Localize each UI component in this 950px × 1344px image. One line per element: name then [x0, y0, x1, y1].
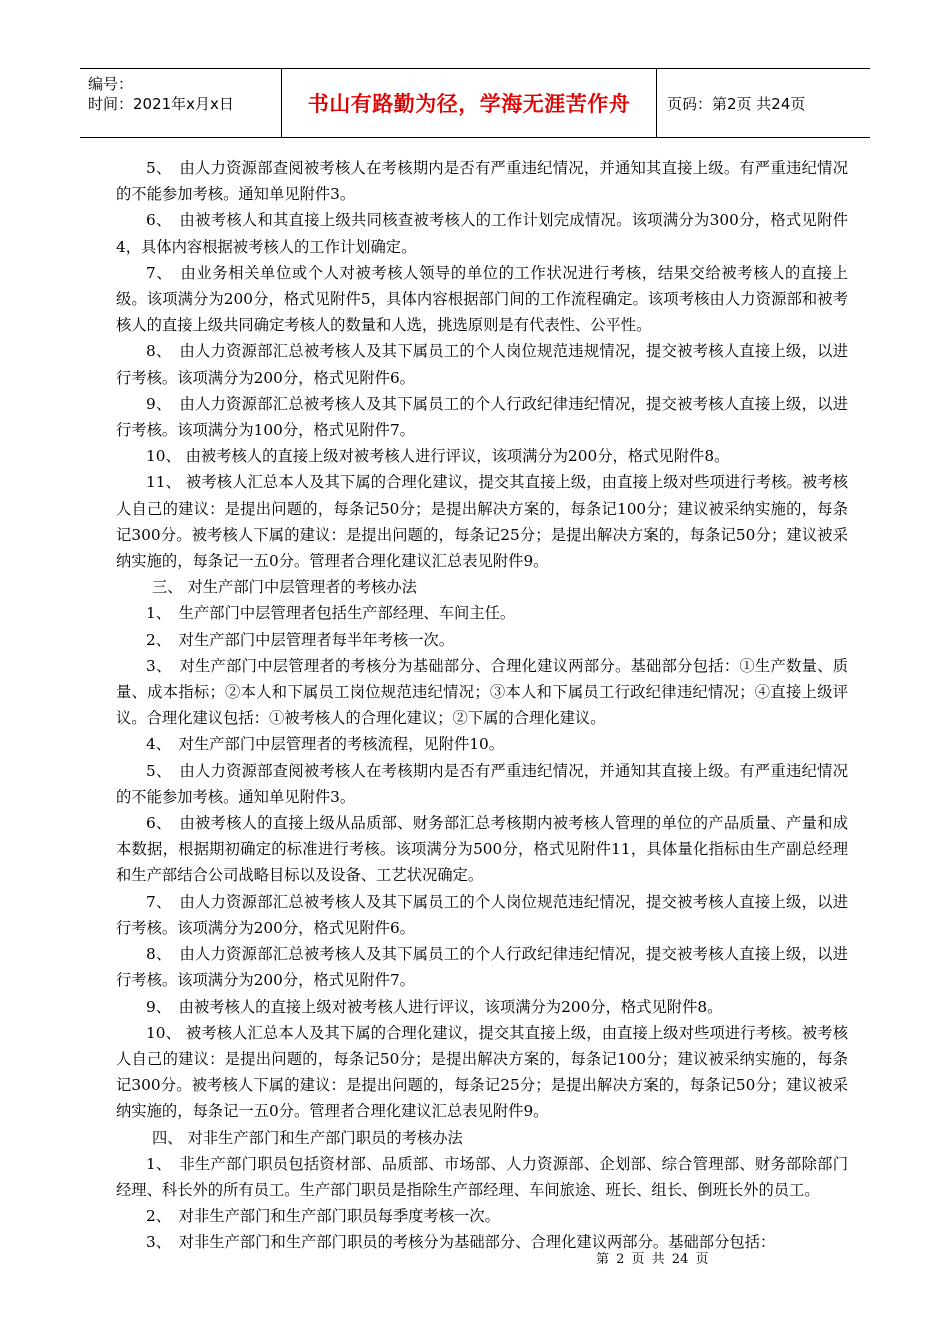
header-motto: 书山有路勤为径，学海无涯苦作舟 — [282, 69, 657, 137]
paragraph: 10、 由被考核人的直接上级对被考核人进行评议，该项满分为200分，格式见附件8。 — [146, 447, 730, 466]
page-footer: 第 2 页 共 24 页 — [596, 1252, 709, 1267]
paragraph: 6、 由被考核人的直接上级从品质部、财务部汇总考核期内被考核人管理的单位的产品质量、产量和成本数据，根据期初确定的标准进行考核。该项满分为500分，格式见附件11，具体量化指标由生产副总经理和生产部结合公司战略目标以及设备、工艺状况确定。 — [116, 814, 848, 885]
paragraph: 1、 生产部门中层管理者包括生产部经理、车间主任。 — [146, 604, 516, 623]
paragraph: 2、 对非生产部门和生产部门职员每季度考核一次。 — [146, 1207, 500, 1226]
paragraph: 6、 由被考核人和其直接上级共同核查被考核人的工作计划完成情况。该项满分为300分，格式见附件4，具体内容根据被考核人的工作计划确定。 — [116, 211, 848, 256]
number-label: 编号： — [88, 75, 134, 93]
paragraph: 4、 对生产部门中层管理者的考核流程，见附件10。 — [146, 735, 505, 754]
header-page-info: 页码：第2页 共24页 — [667, 94, 806, 113]
time-label: 时间：2021年x月x日 — [88, 95, 234, 113]
document-body — [116, 155, 848, 1256]
header-meta-cell — [80, 69, 282, 137]
paragraph: 1、 非生产部门职员包括资材部、品质部、市场部、人力资源部、企划部、综合管理部、财务部除部门经理、科长外的所有员工。生产部门职员是指除生产部经理、车间旅途、班长、组长、倒班长外的员工。 — [116, 1154, 848, 1199]
paragraph: 7、 由人力资源部汇总被考核人及其下属员工的个人岗位规范违纪情况，提交被考核人直接上级，以进行考核。该项满分为200分，格式见附件6。 — [116, 892, 848, 937]
paragraph: 5、 由人力资源部查阅被考核人在考核期内是否有严重违纪情况，并通知其直接上级。有严重违纪情况的不能参加考核。通知单见附件3。 — [116, 761, 848, 806]
paragraph: 8、 由人力资源部汇总被考核人及其下属员工的个人行政纪律违纪情况，提交被考核人直接上级，以进行考核。该项满分为200分，格式见附件7。 — [116, 945, 848, 990]
paragraph: 7、 由业务相关单位或个人对被考核人领导的单位的工作状况进行考核，结果交给被考核人的直接上级。该项满分为200分，格式见附件5，具体内容根据部门间的工作流程确定。该项考核由人力资源部和被考核人的直接上级共同确定考核人的数量和人选，挑选原则是有代表性、公平性。 — [116, 263, 848, 335]
header-table — [80, 68, 870, 138]
paragraph: 9、 由被考核人的直接上级对被考核人进行评议，该项满分为200分，格式见附件8。 — [146, 997, 723, 1016]
paragraph: 5、 由人力资源部查阅被考核人在考核期内是否有严重违纪情况，并通知其直接上级。有严重违纪情况的不能参加考核。通知单见附件3。 — [116, 159, 848, 204]
paragraph: 9、 由人力资源部汇总被考核人及其下属员工的个人行政纪律违纪情况，提交被考核人直接上级，以进行考核。该项满分为100分，格式见附件7。 — [116, 394, 848, 440]
paragraph: 2、 对生产部门中层管理者每半年考核一次。 — [146, 630, 455, 649]
paragraph: 3、 对生产部门中层管理者的考核分为基础部分、合理化建议两部分。基础部分包括：①生产数量、质量、成本指标；②本人和下属员工岗位规范违纪情况；③本人和下属员工行政纪律违纪情况；④直接上级评议。合理化建议包括：①被考核人的合理化建议；②下属的合理化建议。 — [116, 656, 848, 728]
section-heading: 四、 对非生产部门和生产部门职员的考核办法 — [152, 1128, 463, 1147]
paragraph: 10、 被考核人汇总本人及其下属的合理化建议，提交其直接上级，由直接上级对些项进行考核。被考核人自己的建议：是提出问题的，每条记50分；是提出解决方案的，每条记100分；建议被采纳实施的，每条记300分。被考核人下属的建议：是提出问题的，每条记25分；是提出解决方案的，每条记50分；建议被采纳实施的，每条记一五0分。管理者合理化建议汇总表见附件9。 — [116, 1023, 848, 1121]
paragraph: 11、 被考核人汇总本人及其下属的合理化建议，提交其直接上级，由直接上级对些项进行考核。被考核人自己的建议：是提出问题的，每条记50分；是提出解决方案的，每条记100分；建议被采纳实施的，每条记300分。被考核人下属的建议：是提出问题的，每条记25分；是提出解决方案的，每条记50分；建议被采纳实施的，每条记一五0分。管理者合理化建议汇总表见附件9。 — [116, 473, 848, 571]
section-heading: 三、 对生产部门中层管理者的考核办法 — [152, 578, 417, 597]
paragraph: 8、 由人力资源部汇总被考核人及其下属员工的个人岗位规范违规情况，提交被考核人直接上级，以进行考核。该项满分为200分，格式见附件6。 — [116, 342, 848, 387]
paragraph: 3、 对非生产部门和生产部门职员的考核分为基础部分、合理化建议两部分。基础部分包括： — [146, 1233, 776, 1252]
